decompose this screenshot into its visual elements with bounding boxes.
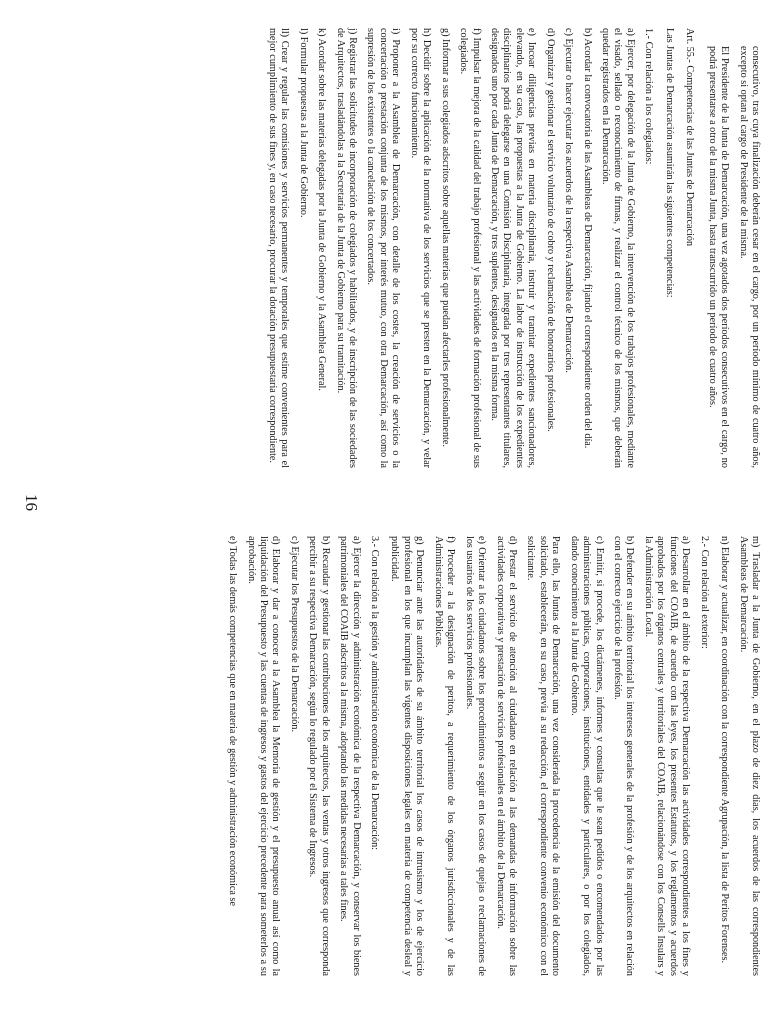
right-column-paragraph: d) Prestar el servicio de atención al ciudadano en relación a las demandas de información sobre las actividades corporativas y prestación de servicios profesionales en el ámbito de la Demarcación.: [494, 536, 518, 976]
left-column-paragraph: consecutivo, tras cuya finalización deberán cesar en el cargo, por un período mínimo de cuatro años, excepto si optan al cargo de Presidente de la misma.: [737, 46, 761, 468]
right-column-paragraph: 2.- Con relación al exterior:: [698, 536, 710, 649]
left-column-paragraph: h) Decidir sobre la aplicación de la normativa de los servicios que se presten en la Demarcación, y velar por su correcto funcionamiento.: [408, 28, 433, 468]
left-column-paragraph: ll) Crear y regular las comisiones y servicios permanentes y temporales que estime convenientes para el mejor cumplimiento de sus fines y, en caso necesario, procurar la dotación presupuestaria correspondiente.: [266, 28, 291, 468]
right-column: [220, 536, 761, 976]
left-column-paragraph: l) Formular propuestas a la Junta de Gobierno.: [297, 28, 309, 218]
right-column-paragraph: g) Denunciar ante las autoridades de su ámbito territorial los casos de intrusismo y los de ejercicio profesional en los que incumplan las vigentes disposiciones legales en materia de competencia desleal y publicidad.: [389, 536, 426, 976]
left-column-paragraph: d) Organizar y gestionar el servicio voluntario de cobro y reclamación de honorarios profesionales.: [544, 28, 556, 432]
left-column-paragraph: b) Acordar la convocatoria de las Asambleas de Demarcación, fijando el correspondiente orden del día.: [581, 28, 593, 449]
right-column-paragraph: a) Desarrollar en el ámbito de la respectiva Demarcación las actividades correspondientes a los fines y funciones del COAIB, de acuerdo con las leyes, los presentes Estatutos, y los reglamentos y acuerdos aprobados por los órganos centrales y territoriales del COAIB, relacionándose con los Consells Insulars y la Administración Local.: [642, 536, 692, 976]
left-column-paragraph: k) Acordar sobre las materias delegadas por la Junta de Gobierno y la Asamblea General.: [316, 28, 328, 391]
right-column-paragraph: 3.- Con relación a la gestión y administración económica de la Demarcación:: [369, 536, 381, 850]
right-column-paragraph: a) Ejercer la dirección y administración económica de la respectiva Demarcación, y conservar los bienes patrimoniales del COAIB adscritos a la misma, adoptando las medidas necesarias a tales fines.: [338, 536, 362, 976]
left-column: [259, 28, 761, 468]
left-column-paragraph: c) Ejecutar o hacer ejecutar los acuerdos de la respectiva Asamblea de Demarcación.: [563, 28, 575, 373]
left-column-paragraph: i) Proponer a la Asamblea de Demarcación, con detalle de los costes, la creación de servicios o la concertación o prestación conjunta de los mismos, por interés mutuo, con otra Demarcación, así como la supresión de los existentes o la cancelación de los concertados.: [365, 28, 402, 468]
left-column-paragraph: Las Juntas de Demarcación asumirán las siguientes competencias:: [663, 28, 675, 298]
left-column-paragraph: 1.- Con relación a los colegiados:: [643, 28, 655, 165]
right-column-paragraph: d) Elaborar y dar a conocer a la Asamblea la Memoria de gestión y el presupuesto anual así como la liquidación del Presupuesto y las cuentas de ingresos y gastos del ejercicio precedente para someterlos a su aprobación.: [245, 536, 282, 976]
right-column-paragraph: Para ello, las Juntas de Demarcación, una vez considerada la procedencia de la emisión del documento solicitado, establecerán, en su caso, previa a su redacción, el correspondiente convenio económico con el solicitante.: [525, 536, 562, 976]
right-column-paragraph: c) Ejecutar los Presupuestos de la Demarcación.: [288, 536, 300, 733]
right-column-paragraph: n) Elaborar y actualizar, en coordinación con la correspondiente Agrupación, la lista de Peritos Forenses.: [719, 536, 731, 964]
left-column-paragraph: f) Impulsar la mejora de la calidad del trabajo profesional y las actividades de formación profesional de sus colegiados.: [458, 28, 482, 468]
right-column-paragraph: e) Todas las demás competencias que en materia de gestión y administración económica se: [227, 536, 239, 906]
right-column-paragraph: b) Defender en su ámbito territorial los intereses generales de la profesión y de los arquitectos en relación con el correcto ejercicio de la profesión.: [612, 536, 636, 976]
page-number: 16: [22, 494, 41, 511]
right-column-paragraph: m) Trasladar a la Junta de Gobierno, en el plazo de diez días, los acuerdos de las correspondientes Asambleas de Demarcación.: [737, 536, 761, 976]
left-column-paragraph: g) Informar a sus colegiados adscritos sobre aquellas materias que puedan afectarles profesionalmente.: [439, 28, 451, 447]
left-column-paragraph: e) Incoar diligencias previas en materia disciplinaria, instruir y tramitar expedientes sancionadores, elevando, en su caso, las propuestas a la Junta de Gobierno. La labor de instrucción de los expedientes disciplinarios podrá delegarse en una Comisión Disciplinaria, integrada por tres representantes titulares, designados uno por cada Junta de Demarcación, y tres suplentes, designados en la misma forma.: [489, 28, 538, 468]
left-column-paragraph: a) Ejercer, por delegación de la Junta de Gobierno, la intervención de los trabajos profesionales, mediante el visado, sellado o reconocimiento de firmas, y realizar el control técnico de los mismos, que deberán quedar registrados en la Demarcación.: [600, 28, 636, 468]
right-column-paragraph: e) Orientar a los ciudadanos sobre los procedimientos a seguir en los casos de quejas o reclamaciones de los usuarios de los servicios profesionales.: [463, 536, 488, 976]
right-column-paragraph: c) Emitir, si procede, los dictámenes, informes y consultas que le sean pedidos o encomendados por las administraciones públicas, corporaciones, instituciones, entidades y particulares, o por los colegiados, dando conocimiento a la Junta de Gobierno.: [568, 536, 605, 976]
left-column-paragraph: Art. 55.- Competencias de las Juntas de Demarcación: [684, 28, 696, 247]
left-column-paragraph: El Presidente de la Junta de Demarcación, una vez agotados dos períodos consecutivos en el cargo, no podrá presentarse a otro de la misma Junta, hasta transcurrido un período de cuatro años.: [706, 46, 731, 468]
left-column-paragraph: j) Registrar las solicitudes de incorporación de colegiados y habilitados, y de inscripción de las sociedades de Arquitectos, trasladándolas a la Secretaría de la Junta de Gobierno para su tramitación.: [334, 28, 359, 468]
right-column-paragraph: b) Recaudar y gestionar las contribuciones de los arquitectos, las ventas y otros ingresos que corresponda percibir a su respectiva Demarcación, según lo regulado por el Sistema de Ingresos.: [307, 536, 331, 976]
right-column-paragraph: f) Proceder a la designación de peritos, a requerimiento de los órganos jurisdiccionales y de las Administraciones Públicas.: [432, 536, 457, 976]
